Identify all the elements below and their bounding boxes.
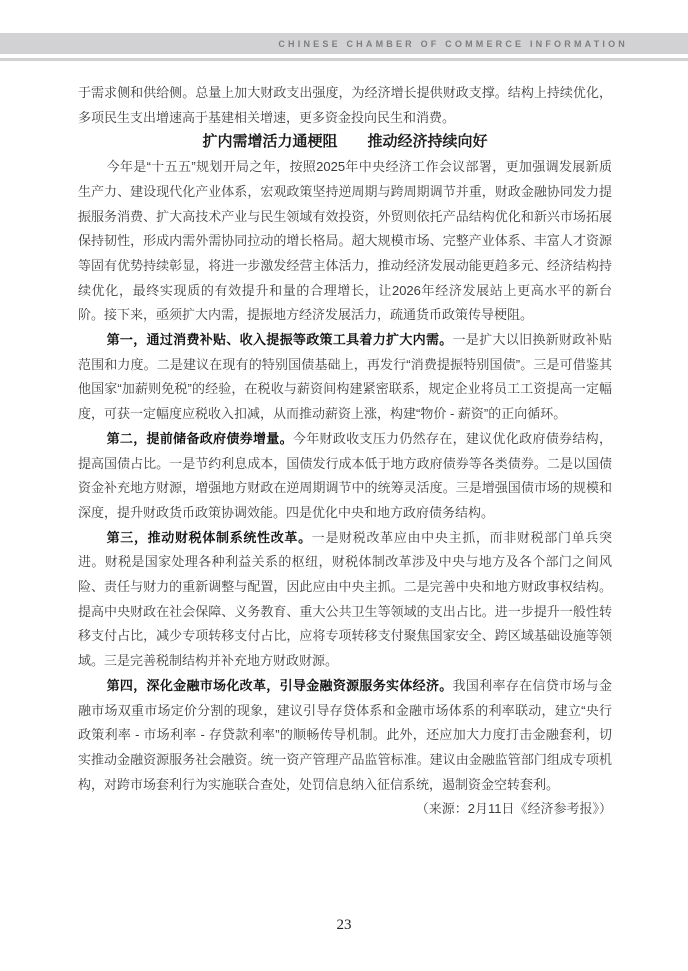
paragraph-lead: 第一，通过消费补贴、收入提振等政策工具着力扩大内需。 — [106, 332, 453, 348]
paragraph-text: 今年财政收支压力仍然存在，建议优化政府债券结构，提高国债占比。一是节约利息成本，国债发行成本低于地方政府债券等各类债券。二是以国债资金补充地方财源，增强地方财政在逆周期调节中的统筹灵活度。三是增强国债市场的规模和深度，提升财政货币政策协调效能。四是优化中央和地方政府债务结构。 — [78, 430, 612, 520]
paragraph-lead: 第四，深化金融市场化改革，引导金融资源服务实体经济。 — [106, 677, 453, 693]
paragraph-text: 我国利率存在信贷市场与金融市场双重市场定价分割的现象，建议引导存贷体系和金融市场体系的利率联动，建立“央行政策利率 - 市场利率 - 存贷款利率”的顺畅传导机制。此外，还应加大力度打击金融套利，切实推动金融资源服务社会融资。统一资产管理产品监管标准。建议由金融监管部门组成专项机构，对跨市场套利行为实施联合查处，处罚信息纳入征信系统，遏制资金空转套利。 — [78, 677, 612, 792]
paragraph-lead: 第二，提前储备政府债券增量。 — [106, 430, 293, 446]
article-heading: 扩内需增活力通梗阻 推动经济持续向好 — [202, 133, 488, 151]
paragraph-text: 今年是“十五五”规划开局之年，按照2025年中央经济工作会议部署，更加强调发展新质生产力、建设现代化产业体系，宏观政策坚持逆周期与跨周期调节并重，财政金融协同发力提振服务消费、扩大高技术产业与民生领域有效投资，外贸则依托产品结构优化和新兴市场拓展保持韧性，形成内需外需协同拉动的增长格局。超大规模市场、完整产业体系、丰富人才资源等固有优势持续彰显，将进一步激发经营主体活力，推动经济发展动能更趋多元、经济结构持续优化，最终实现质的有效提升和量的合理增长，让2026年经济发展站上更高水平的新台阶。接下来，亟须扩大内需，提振地方经济发展活力，疏通货币政策传导梗阻。 — [78, 159, 612, 323]
paragraph-text: 一是财税改革应由中央主抓，而非财税部门单兵突进。财税是国家处理各种利益关系的枢纽，财税体制改革涉及中央与地方及各个部门之间风险、责任与财力的重新调整与配置，因此应由中央主抓。二是完善中央和地方财政事权结构。提高中央财政在社会保障、义务教育、重大公共卫生等领域的支出占比。进一步提升一般性转移支付占比，减少专项转移支付占比，应将专项转移支付聚焦国家安全、跨区域基础设施等领域。三是完善税制结构并补充地方财政财源。 — [78, 529, 612, 669]
paragraph — [78, 526, 612, 674]
paragraph — [78, 328, 612, 427]
header-rule — [0, 58, 688, 61]
page-number: 23 — [336, 917, 352, 933]
header-band — [0, 33, 688, 54]
header-band-label: CHINESE CHAMBER OF COMMERCE INFORMATION — [278, 38, 628, 49]
paragraph-text: 一是扩大以旧换新财政补贴范围和力度。二是建议在现有的特别国债基础上，再发行“消费提振特别国债”。三是可借鉴其他国家“加薪则免税”的经验，在税收与薪资间构建紧密联系，规定企业将员工工资提高一定幅度，可获一定幅度应税收入扣减，从而推动薪资上涨，构建“物价 - 薪资”的正向循环。 — [78, 332, 612, 422]
source-attribution: （来源：2月11日《经济参考报》） — [415, 801, 612, 817]
article-body — [78, 81, 612, 822]
paragraph — [78, 427, 612, 526]
paragraph-lead: 第三，推动财税体制系统性改革。 — [106, 529, 312, 545]
paragraph — [78, 674, 612, 798]
paragraph — [78, 155, 612, 328]
intro-paragraph: 于需求侧和供给侧。总量上加大财政支出强度，为经济增长提供财政支撑。结构上持续优化，多项民生支出增速高于基建相关增速，更多资金投向民生和消费。 — [78, 85, 612, 125]
